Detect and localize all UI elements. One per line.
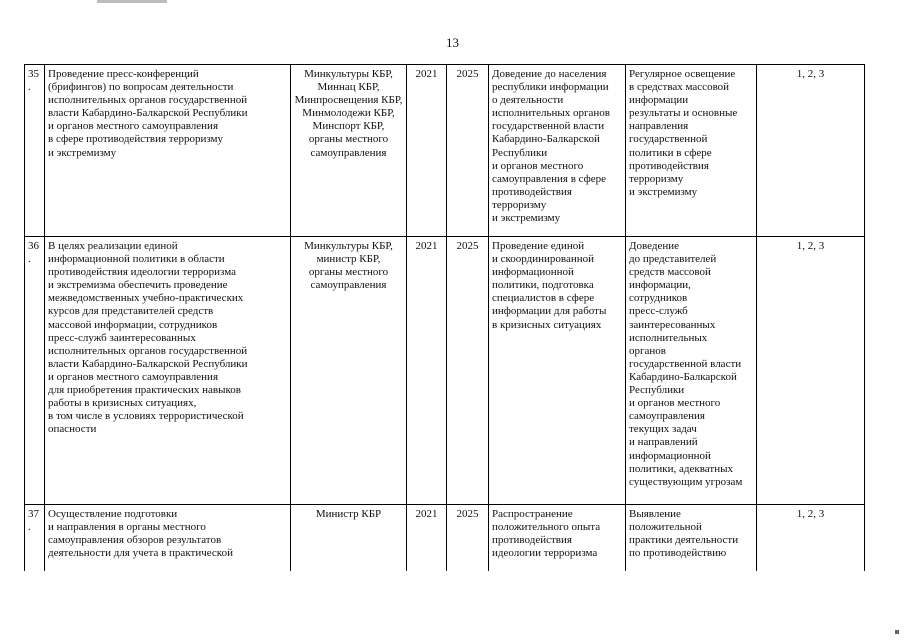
direction-cell-line: и экстремизму — [492, 212, 561, 225]
activity-cell-line: и экстремизма обеспечить проведение — [48, 279, 228, 292]
result-cell-line: результаты и основные — [629, 107, 738, 120]
direction-cell-line: идеологии терроризма — [492, 547, 598, 560]
activity-cell-line: и органов местного самоуправления — [48, 370, 219, 383]
row-number: 35. — [25, 65, 45, 237]
direction-cell-line: противодействия — [492, 185, 572, 198]
row-number: 36. — [25, 237, 45, 505]
table-row — [25, 65, 865, 237]
result-cell-line: информации — [629, 94, 689, 107]
result-cell-line: Выявление — [629, 508, 681, 520]
result-cell — [626, 65, 757, 237]
activity-cell-line: в том числе в условиях террористической — [48, 410, 244, 423]
table-row — [25, 237, 865, 505]
direction-cell-line: информационной — [492, 266, 574, 279]
direction-cell-line: противодействия — [492, 534, 572, 547]
direction-cell-line: Проведение единой — [492, 240, 585, 252]
executors-cell-line: Минспорт КБР, — [312, 120, 385, 133]
direction-cell-line: самоуправления в сфере — [492, 172, 607, 185]
programs-cell: 1, 2, 3 — [757, 65, 865, 237]
end-year-cell: 2025 — [447, 237, 489, 505]
executors-cell-line: самоуправления — [310, 279, 387, 292]
result-cell-line: существующим угрозам — [629, 475, 743, 488]
activity-cell-line: исполнительных органов государственной — [48, 94, 248, 107]
activity-cell-line: противодействия идеологии терроризма — [48, 266, 236, 279]
activity-cell-line: информационной политики в области — [48, 253, 225, 266]
executors-cell — [291, 505, 407, 571]
executors-cell-line: Министр КБР — [315, 508, 382, 520]
result-cell-line: в средствах массовой — [629, 81, 730, 94]
direction-cell-line: терроризму — [492, 198, 547, 211]
direction-cell-line: Кабардино-Балкарской — [492, 133, 600, 146]
result-cell-line: направления — [629, 120, 689, 133]
result-cell-line: и экстремизму — [629, 185, 698, 198]
direction-cell-line: и скоординированной — [492, 253, 595, 266]
activity-cell — [45, 505, 291, 571]
end-year-cell: 2025 — [447, 505, 489, 571]
result-cell-line: пресс-служб — [629, 305, 688, 318]
result-cell-line: Регулярное освещение — [629, 68, 736, 80]
result-cell-line: политики, адекватных — [629, 462, 733, 475]
result-cell-line: государственной — [629, 133, 708, 146]
result-cell-line: Республики — [629, 384, 685, 397]
activity-cell-line: власти Кабардино-Балкарской Республики — [48, 107, 248, 120]
result-cell-line: и направлений — [629, 436, 698, 449]
executors-cell-line: Минкультуры КБР, — [304, 68, 393, 80]
executors-cell-line: органы местного — [308, 266, 389, 279]
result-cell-line: средств массовой — [629, 266, 711, 279]
programs-cell: 1, 2, 3 — [757, 237, 865, 505]
direction-cell-line: политики, подготовка — [492, 279, 594, 292]
row-number: 37. — [25, 505, 45, 571]
activity-cell-line: в сфере противодействия терроризму — [48, 133, 224, 146]
direction-cell-line: Распространение — [492, 508, 573, 520]
result-cell-line: Кабардино-Балкарской — [629, 370, 737, 383]
table-row — [25, 505, 865, 571]
activity-cell-line: и органов местного самоуправления — [48, 120, 219, 133]
plan-table — [24, 64, 865, 571]
direction-cell-line: о деятельности — [492, 94, 564, 107]
activity-cell-line: Проведение пресс-конференций — [48, 68, 199, 80]
activity-cell-line: В целях реализации единой — [48, 240, 178, 252]
activity-cell-line: деятельности для учета в практической — [48, 547, 233, 560]
executors-cell — [291, 237, 407, 505]
executors-cell-line: Минмолодежи КБР, — [302, 107, 395, 120]
result-cell — [626, 505, 757, 571]
result-cell-line: сотрудников — [629, 292, 688, 305]
result-cell-line: по противодействию — [629, 547, 727, 560]
activity-cell-line: опасности — [48, 423, 97, 436]
result-cell — [626, 237, 757, 505]
result-cell-line: государственной власти — [629, 357, 742, 370]
activity-cell — [45, 65, 291, 237]
direction-cell-line: государственной власти — [492, 120, 605, 133]
direction-cell-line: республики информации — [492, 81, 609, 94]
direction-cell-line: и органов местного — [492, 159, 584, 172]
result-cell-line: до представителей — [629, 253, 717, 266]
result-cell-line: текущих задач — [629, 423, 697, 436]
executors-cell-line: Миннац КБР, — [317, 81, 380, 94]
result-cell-line: Доведение — [629, 240, 680, 252]
result-cell-line: информации, — [629, 279, 691, 292]
activity-cell — [45, 237, 291, 505]
end-year-cell: 2025 — [447, 65, 489, 237]
executors-cell-line: самоуправления — [310, 146, 387, 159]
direction-cell — [489, 65, 626, 237]
direction-cell-line: информации для работы — [492, 305, 607, 318]
executors-cell-line: Минкультуры КБР, — [304, 240, 393, 252]
direction-cell-line: в кризисных ситуациях — [492, 318, 602, 331]
top-scan-mark — [97, 0, 167, 3]
result-cell-line: исполнительных — [629, 331, 708, 344]
activity-cell-line: для приобретения практических навыков — [48, 384, 241, 397]
activity-cell-line: курсов для представителей средств — [48, 305, 214, 318]
corner-mark — [895, 630, 899, 634]
page-number: 13 — [446, 35, 459, 50]
executors-cell-line: органы местного — [308, 133, 389, 146]
result-cell-line: положительной — [629, 521, 702, 534]
result-cell-line: терроризму — [629, 172, 684, 185]
direction-cell-line: Доведение до населения — [492, 68, 607, 80]
result-cell-line: политики в сфере — [629, 146, 712, 159]
start-year-cell: 2021 — [407, 505, 447, 571]
activity-cell-line: самоуправления обзоров результатов — [48, 534, 222, 547]
activity-cell-line: и экстремизму — [48, 146, 117, 159]
activity-cell-line: исполнительных органов государственной — [48, 344, 248, 357]
result-cell-line: информационной — [629, 449, 711, 462]
activity-cell-line: межведомственных учебно-практических — [48, 292, 244, 305]
direction-cell-line: Республики — [492, 146, 548, 159]
direction-cell — [489, 505, 626, 571]
activity-cell-line: и направления в органы местного — [48, 521, 206, 534]
start-year-cell: 2021 — [407, 237, 447, 505]
activity-cell-line: (брифингов) по вопросам деятельности — [48, 81, 234, 94]
result-cell-line: самоуправления — [629, 410, 705, 423]
activity-cell-line: пресс-служб заинтересованных — [48, 331, 196, 344]
programs-cell: 1, 2, 3 — [757, 505, 865, 571]
direction-cell-line: положительного опыта — [492, 521, 601, 534]
activity-cell-line: Осуществление подготовки — [48, 508, 178, 520]
result-cell-line: органов — [629, 344, 666, 357]
start-year-cell: 2021 — [407, 65, 447, 237]
executors-cell-line: Минпросвещения КБР, — [294, 94, 403, 107]
result-cell-line: практики деятельности — [629, 534, 739, 547]
result-cell-line: противодействия — [629, 159, 709, 172]
direction-cell-line: исполнительных органов — [492, 107, 610, 120]
direction-cell — [489, 237, 626, 505]
activity-cell-line: работы в кризисных ситуациях, — [48, 397, 197, 410]
executors-cell — [291, 65, 407, 237]
executors-cell-line: министр КБР, — [316, 253, 381, 266]
direction-cell-line: специалистов в сфере — [492, 292, 595, 305]
activity-cell-line: власти Кабардино-Балкарской Республики — [48, 357, 248, 370]
result-cell-line: заинтересованных — [629, 318, 716, 331]
result-cell-line: и органов местного — [629, 397, 721, 410]
activity-cell-line: массовой информации, сотрудников — [48, 318, 218, 331]
